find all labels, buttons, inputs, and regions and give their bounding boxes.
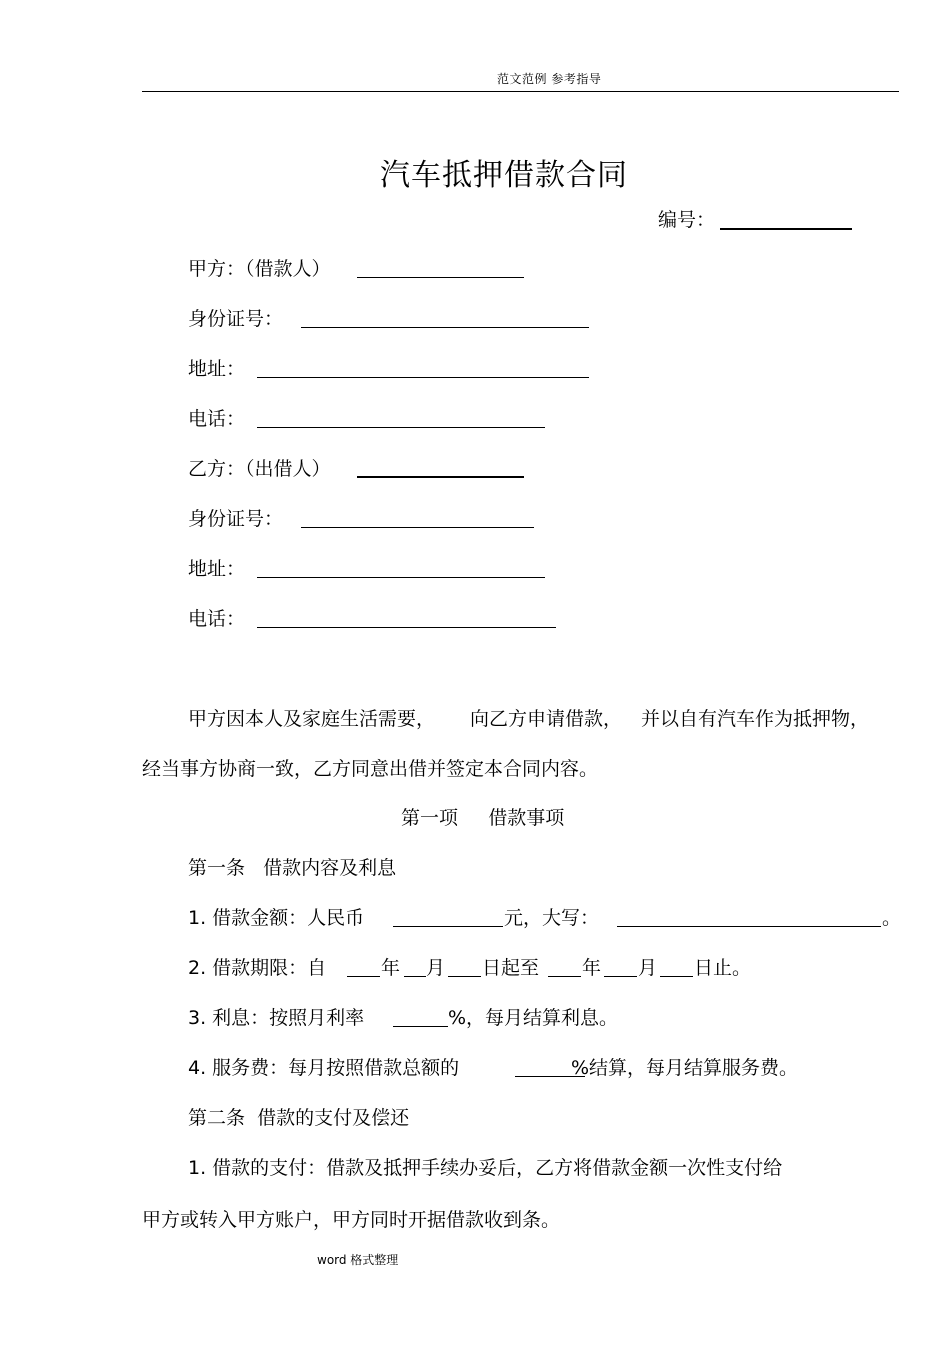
item3-suffix: %，每月结算利息。 [448, 1007, 619, 1029]
article1-title: 第一条 借款内容及利息 [188, 857, 397, 879]
party-b-id-blank[interactable] [301, 527, 534, 528]
start-day-blank[interactable] [448, 976, 481, 977]
intro-line1-part2: 向乙方申请借款， [470, 708, 623, 730]
party-a-phone-blank[interactable] [257, 427, 545, 428]
start-month-blank[interactable] [404, 976, 426, 977]
intro-line1-part3: 并以自有汽车作为抵押物， [641, 708, 870, 730]
party-b-phone-blank[interactable] [257, 627, 556, 628]
item1-unit: 元，大写： [504, 907, 600, 929]
item2-month2: 月 [638, 957, 658, 979]
party-a-address-blank[interactable] [257, 377, 589, 378]
end-month-blank[interactable] [604, 976, 637, 977]
party-a-name-blank[interactable] [357, 277, 524, 278]
item1-end: 。 [882, 907, 902, 929]
party-a-address-label: 地址： [188, 358, 246, 380]
start-year-blank[interactable] [347, 976, 380, 977]
item4-suffix: %结算，每月结算服务费。 [571, 1057, 799, 1079]
item1-prefix: 1. 借款金额：人民币 [188, 907, 365, 929]
item4-prefix: 4. 服务费：每月按照借款总额的 [188, 1057, 460, 1079]
party-a-label: 甲方：（借款人） [188, 258, 331, 280]
party-b-label: 乙方：（出借人） [188, 458, 331, 480]
party-b-id-label: 身份证号： [188, 508, 284, 530]
party-b-name-blank[interactable] [357, 476, 524, 478]
contract-number-blank[interactable] [720, 228, 852, 230]
monthly-rate-blank[interactable] [393, 1026, 448, 1027]
document-title: 汽车抵押借款合同 [380, 158, 628, 193]
party-b-address-label: 地址： [188, 558, 246, 580]
item2-day2: 日止。 [694, 957, 752, 979]
section-heading: 第一项 借款事项 [401, 807, 565, 829]
item2-year2: 年 [582, 957, 602, 979]
end-day-blank[interactable] [660, 976, 693, 977]
page-footer: word 格式整理 [317, 1253, 399, 1267]
article2-item1-line1: 1. 借款的支付：借款及抵押手续办妥后，乙方将借款金额一次性支付给 [188, 1157, 783, 1179]
party-b-address-blank[interactable] [257, 577, 545, 578]
item2-year1: 年 [381, 957, 401, 979]
page-header: 范文范例 参考指导 [497, 72, 602, 86]
party-b-phone-label: 电话： [188, 608, 246, 630]
intro-line1-part1: 甲方因本人及家庭生活需要， [188, 708, 436, 730]
end-year-blank[interactable] [548, 976, 581, 977]
party-a-id-blank[interactable] [301, 327, 589, 328]
item2-day1: 日起至 [482, 957, 540, 979]
header-divider [142, 91, 899, 92]
item2-prefix: 2. 借款期限：自 [188, 957, 327, 979]
contract-number-label: 编号： [658, 209, 716, 231]
loan-amount-blank[interactable] [393, 926, 503, 927]
article2-item1-line2: 甲方或转入甲方账户，甲方同时开据借款收到条。 [142, 1209, 561, 1231]
article2-title: 第二条 借款的支付及偿还 [188, 1107, 410, 1129]
party-a-id-label: 身份证号： [188, 308, 284, 330]
item3-prefix: 3. 利息：按照月利率 [188, 1007, 365, 1029]
party-a-phone-label: 电话： [188, 408, 246, 430]
loan-amount-words-blank[interactable] [617, 926, 881, 927]
intro-line2: 经当事方协商一致，乙方同意出借并签定本合同内容。 [142, 758, 599, 780]
item2-month1: 月 [426, 957, 446, 979]
